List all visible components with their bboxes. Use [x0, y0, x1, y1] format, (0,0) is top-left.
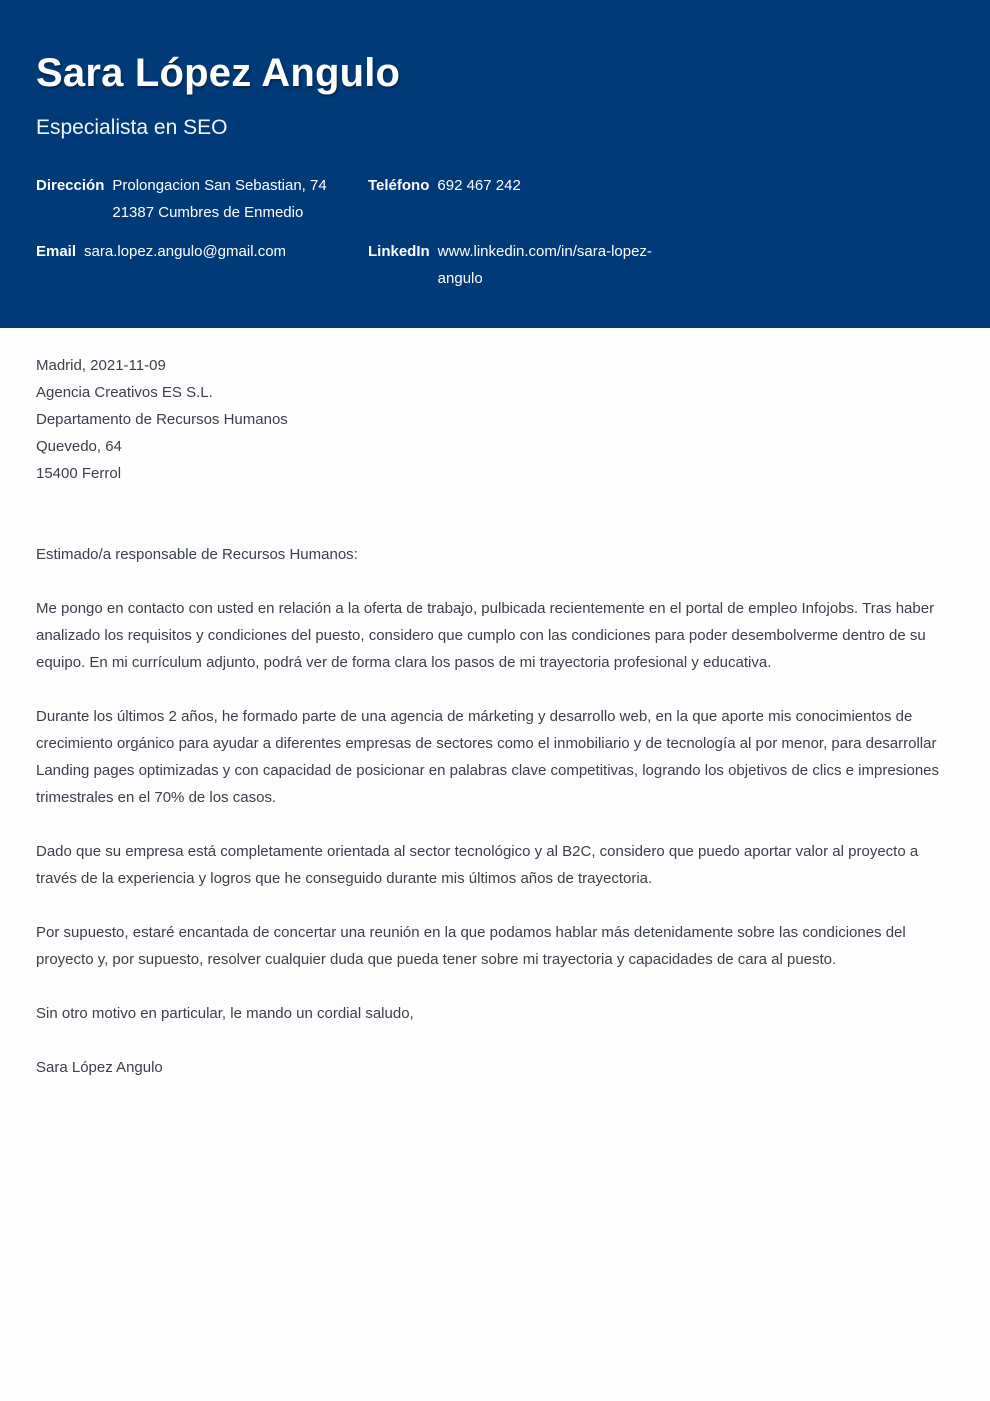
paragraph: Dado que su empresa está completamente orientada al sector tecnológico y al B2C, considero que puedo aportar valor al proyecto a través de la experiencia y logros que he conseguido durante mis últimos años de trayectoria. [36, 843, 919, 887]
contact-address [36, 172, 346, 226]
paragraph: Me pongo en contacto con usted en relación a la oferta de trabajo, pulbicada recientemente en el portal de empleo Infojobs. Tras haber analizado los requisitos y condiciones del puesto, considero que cumplo con las condiciones para poder desembolverme dentro de su equipo. En mi currículum adjunto, podrá ver de forma clara los pasos de mi trayectoria profesional y educativa. [36, 600, 935, 671]
signature: Sara López Angulo [36, 1059, 163, 1076]
phone-value: 692 467 242 [437, 177, 521, 194]
paragraph: Durante los últimos 2 años, he formado parte de una agencia de márketing y desarrollo web, en la que aporte mis conocimientos de crecimiento orgánico para ayudar a diferentes empresas de sectores como el inmobiliario y de tecnología al por menor, para desarrollar Landing pages optimizadas y con capacidad de posicionar en palabras clave competitivas, logrando los objetivos de clics e impresiones trimestrales en el 70% de los casos. [36, 708, 940, 806]
email-value[interactable]: sara.lopez.angulo@gmail.com [84, 243, 287, 260]
email-label: Email [36, 243, 77, 260]
linkedin-label: LinkedIn [368, 243, 430, 260]
linkedin-value[interactable] [438, 238, 652, 292]
contact-linkedin [368, 238, 668, 292]
job-title: Especialista en SEO [36, 116, 228, 139]
recipient-company: Agencia Creativos ES S.L. [36, 384, 213, 401]
paragraph: Por supuesto, estaré encantada de concertar una reunión en la que podamos hablar más detenidamente sobre las condiciones del proyecto y, por supuesto, resolver cualquier duda que pueda tener sobre mi trayectoria y capacidades de cara al puesto. [36, 924, 906, 968]
sender-name: Sara López Angulo [36, 51, 401, 95]
contact-email [36, 238, 356, 265]
place-date: Madrid, 2021-11-09 [36, 357, 166, 374]
recipient-city: 15400 Ferrol [36, 465, 122, 482]
address-value [112, 172, 326, 226]
address-line-1: Prolongacion San Sebastian, 74 [112, 177, 327, 194]
closing: Sin otro motivo en particular, le mando un cordial saludo, [36, 1005, 414, 1022]
letter-header [0, 0, 990, 328]
address-line-2: 21387 Cumbres de Enmedio [112, 204, 304, 221]
linkedin-line-2[interactable]: angulo [437, 270, 483, 287]
address-label: Dirección [36, 177, 105, 194]
linkedin-line-1[interactable]: www.linkedin.com/in/sara-lopez- [437, 243, 652, 260]
recipient-department: Departamento de Recursos Humanos [36, 411, 288, 428]
salutation: Estimado/a responsable de Recursos Humanos: [36, 546, 358, 563]
contact-phone [368, 172, 668, 199]
phone-label: Teléfono [368, 177, 430, 194]
letter-body [36, 352, 954, 1081]
recipient-street: Quevedo, 64 [36, 438, 122, 455]
